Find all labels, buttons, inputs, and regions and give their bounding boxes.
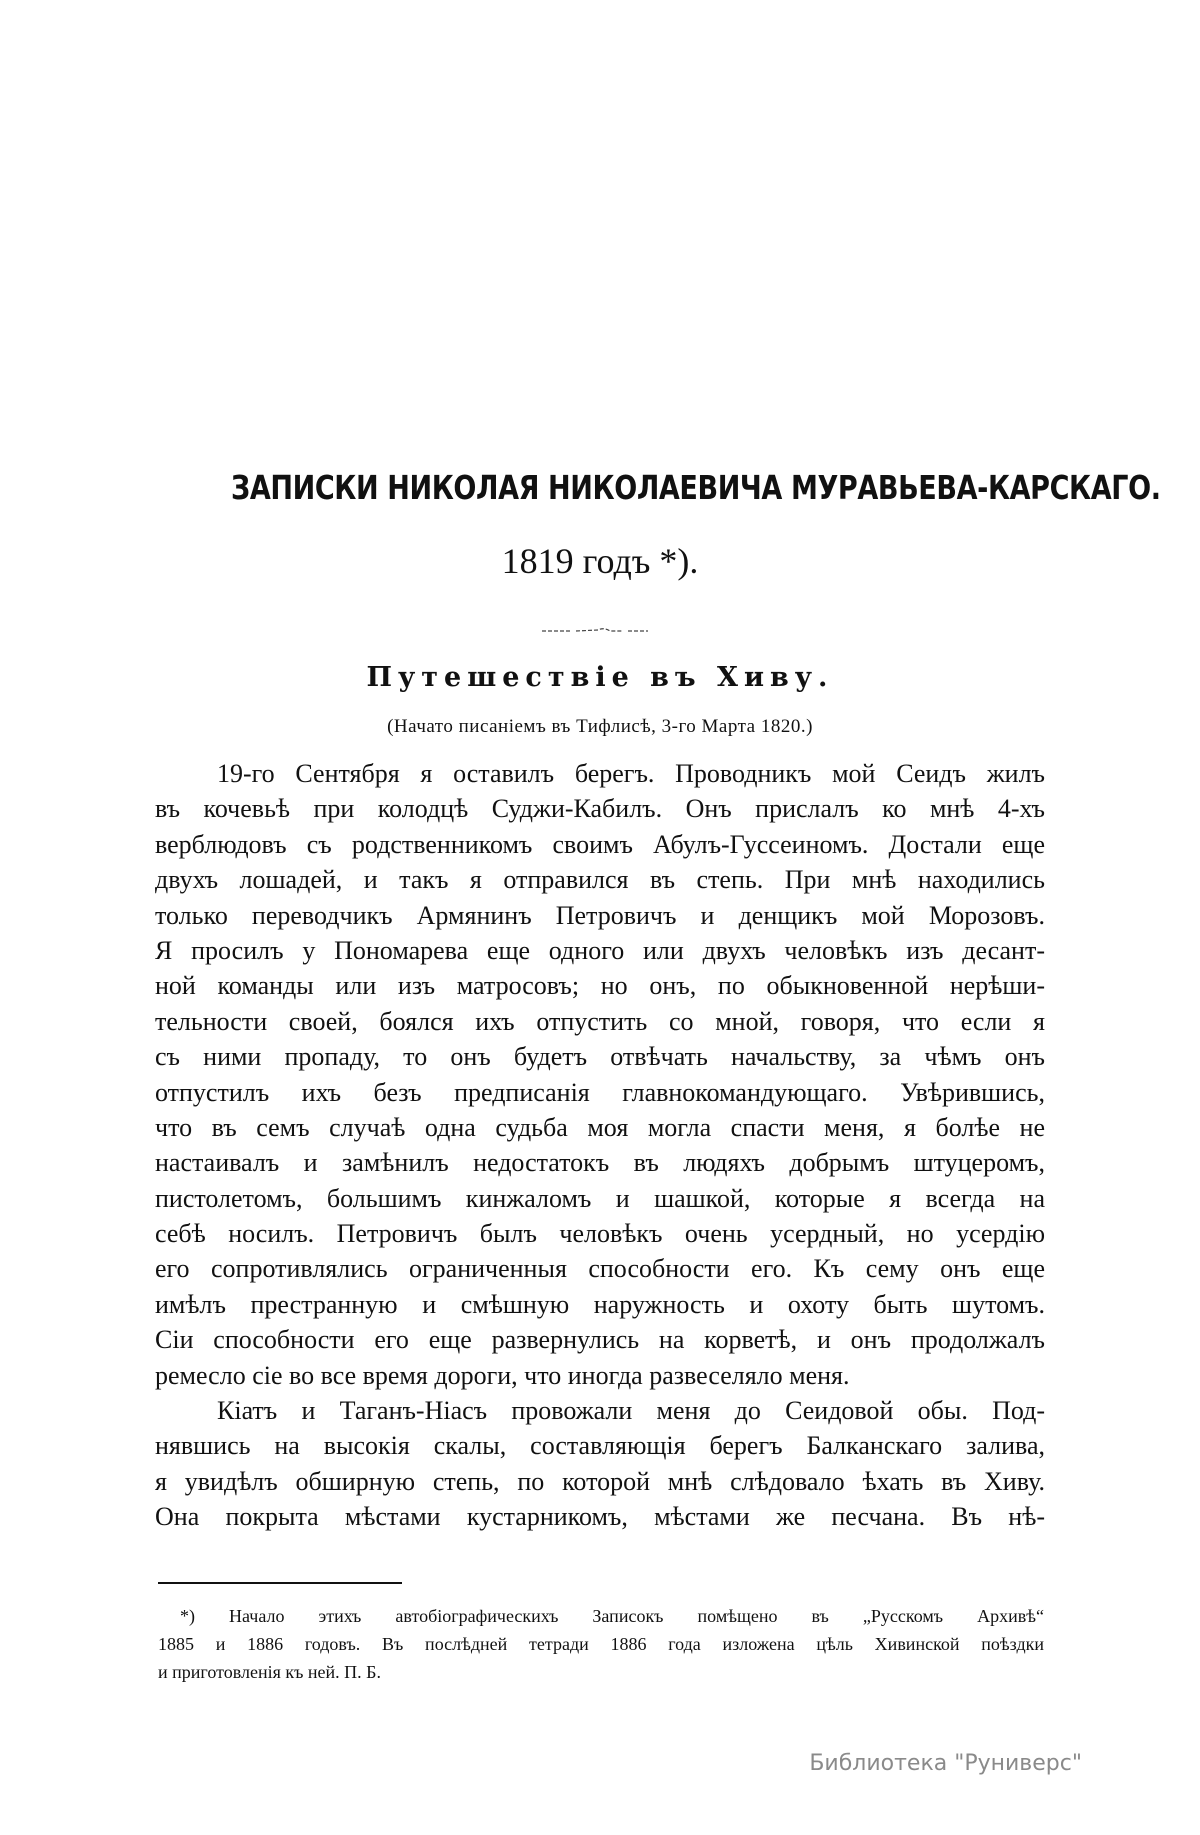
text-line: ной команды или изъ матросовъ; но онъ, по обыкновенной нерѣши- (155, 971, 1045, 1001)
text-line: съ ними пропаду, то онъ будетъ отвѣчать начальству, за чѣмъ онъ (155, 1042, 1045, 1072)
text-line: двухъ лошадей, и такъ я отправился въ степь. При мнѣ находились (155, 865, 1045, 895)
text-line: верблюдовъ съ родственникомъ своимъ Абулъ-Гуссеиномъ. Достали еще (155, 829, 1045, 859)
footnote-line: *) Начало этихъ автобіографическихъ Записокъ помѣщено въ „Русскомъ Архивѣ“ (180, 1606, 1044, 1626)
text-line: тельности своей, боялся ихъ отпустить со мной, говоря, что если я (155, 1006, 1045, 1036)
footnote-line: 1885 и 1886 годовъ. Въ послѣдней тетради 1886 года изложена цѣль Хивинской поѣздки (158, 1634, 1044, 1654)
text-line: нявшись на высокія скалы, составляющія берегъ Балканскаго залива, (155, 1431, 1045, 1461)
text-line: въ кочевьѣ при колодцѣ Суджи-Кабилъ. Онъ прислалъ ко мнѣ 4-хъ (155, 794, 1045, 824)
text-line: отпустилъ ихъ безъ предписанія главнокомандующаго. Увѣрившись, (155, 1077, 1045, 1107)
year-heading: 1819 годъ *). (501, 541, 699, 581)
section-subtitle: (Начато писаніемъ въ Тифлисѣ, 3-го Марта 1820.) (387, 716, 813, 737)
text-line: что въ семъ случаѣ одна судьба моя могла спасти меня, я болѣе не (155, 1112, 1045, 1142)
text-line: Я просилъ у Пономарева еще одного или двухъ человѣкъ изъ десант- (155, 935, 1045, 965)
text-line: я увидѣлъ обширную степь, по которой мнѣ слѣдовало ѣхать въ Хиву. (155, 1466, 1045, 1496)
text-line: Сіи способности его еще развернулись на корветѣ, и онъ продолжалъ (155, 1325, 1045, 1355)
footnote-line: и приготовленія къ ней. П. Б. (158, 1662, 382, 1682)
text-line: Она покрыта мѣстами кустарникомъ, мѣстами же песчана. Въ нѣ- (155, 1502, 1045, 1532)
text-line: Кіатъ и Таганъ-Ніасъ провожали меня до Сеидовой обы. Под- (217, 1396, 1045, 1426)
text-line: 19-го Сентября я оставилъ берегъ. Проводникъ мой Сеидъ жилъ (217, 759, 1045, 788)
text-line: ремесло сіе во все время дороги, что иногда развеселяло меня. (155, 1360, 850, 1390)
footnote-separator (158, 1582, 402, 1584)
text-line: имѣлъ престранную и смѣшную наружность и охоту быть шутомъ. (155, 1289, 1045, 1319)
text-line: его сопротивлялись ограниченныя способности его. Къ сему онъ еще (155, 1254, 1045, 1284)
footnote (158, 1602, 1044, 1686)
library-watermark: Библиотека "Руниверс" (809, 1751, 1082, 1776)
text-line: пистолетомъ, большимъ кинжаломъ и шашкой, которые я всегда на (155, 1183, 1045, 1213)
text-line: себѣ носилъ. Петровичъ былъ человѣкъ очень усердный, но усердію (155, 1219, 1045, 1249)
document-title: ЗАПИСКИ НИКОЛАЯ НИКОЛАЕВИЧА МУРАВЬЕВА-КАРСКАГО. (231, 468, 1161, 507)
text-line: настаивалъ и замѣнилъ недостатокъ въ людяхъ добрымъ штуцеромъ, (155, 1148, 1045, 1178)
body-text (155, 756, 1045, 1535)
section-title: Путешествіе въ Хиву. (366, 662, 834, 693)
text-line: только переводчикъ Армянинъ Петровичъ и денщикъ мой Морозовъ. (155, 900, 1045, 930)
ornament-divider (540, 626, 650, 634)
